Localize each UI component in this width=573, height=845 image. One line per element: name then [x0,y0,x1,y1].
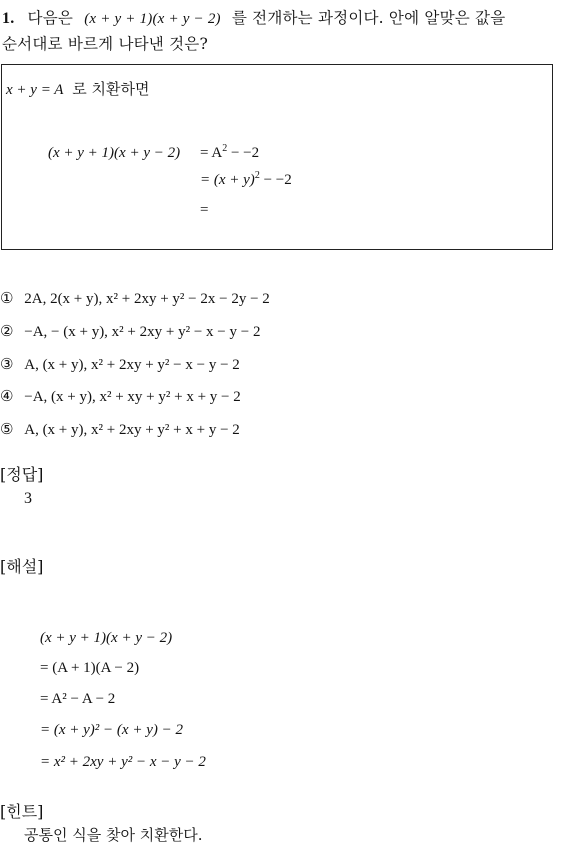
explanation-line-4: = (x + y)² − (x + y) − 2 [40,722,183,738]
substitution-line [6,78,149,99]
choice-1[interactable] [0,289,270,308]
question-line-1 [2,6,505,28]
explanation-label: [해설] [0,557,44,576]
answer-label: [정답] [0,465,44,484]
step1-lhs: (x + y + 1)(x + y − 2) [48,145,181,161]
choice-3-text: A, (x + y), x² + 2xy + y² − x − y − 2 [24,357,240,373]
step2-exp: 2 [254,170,260,181]
question-prefix: 다음은 [27,9,74,27]
step1-rhs-pre: = A [200,145,223,161]
choice-5-number: ⑤ [0,420,14,438]
step1-rhs-post: − −2 [230,145,260,161]
choice-4[interactable] [0,387,241,406]
step2-pre: = (x + y) [200,172,255,188]
choice-3-number: ③ [0,355,14,373]
question-number: 1. [2,10,15,27]
explanation-line-5: = x² + 2xy + y² − x − y − 2 [40,754,206,770]
choice-5-text: A, (x + y), x² + 2xy + y² + x + y − 2 [24,422,240,438]
question-expression: (x + y + 1)(x + y − 2) [84,11,221,27]
choice-1-number: ① [0,289,14,307]
question-suffix: 를 전개하는 과정이다. 안에 알맞은 값을 [231,9,506,27]
derivation-box [1,64,553,250]
choice-2-number: ② [0,322,14,340]
question-line-2: 순서대로 바르게 나타낸 것은? [2,35,208,53]
choice-2[interactable] [0,322,260,341]
step2-post: − −2 [263,172,292,188]
step3: = [200,202,209,218]
step1-rhs-exp: 2 [222,143,228,154]
choice-2-text: −A, − (x + y), x² + 2xy + y² − x − y − 2 [24,324,261,340]
hint-text: 공통인 식을 찾아 치환한다. [24,826,203,844]
explanation-line-1: (x + y + 1)(x + y − 2) [40,630,173,646]
substitution-expression: x + y = A [6,82,64,98]
choice-3[interactable] [0,355,240,374]
choice-5[interactable] [0,420,240,439]
choice-4-text: −A, (x + y), x² + xy + y² + x + y − 2 [24,389,241,405]
choice-1-text: 2A, 2(x + y), x² + 2xy + y² − 2x − 2y − 2 [24,291,270,307]
substitution-text: 로 치환하면 [72,80,150,98]
explanation-line-3: = A² − A − 2 [40,691,116,707]
hint-label: [힌트] [0,802,44,821]
step2 [200,172,292,189]
step1-rhs [200,145,259,162]
answer-value: 3 [24,490,32,507]
choice-4-number: ④ [0,387,14,405]
explanation-line-2: = (A + 1)(A − 2) [40,660,140,676]
